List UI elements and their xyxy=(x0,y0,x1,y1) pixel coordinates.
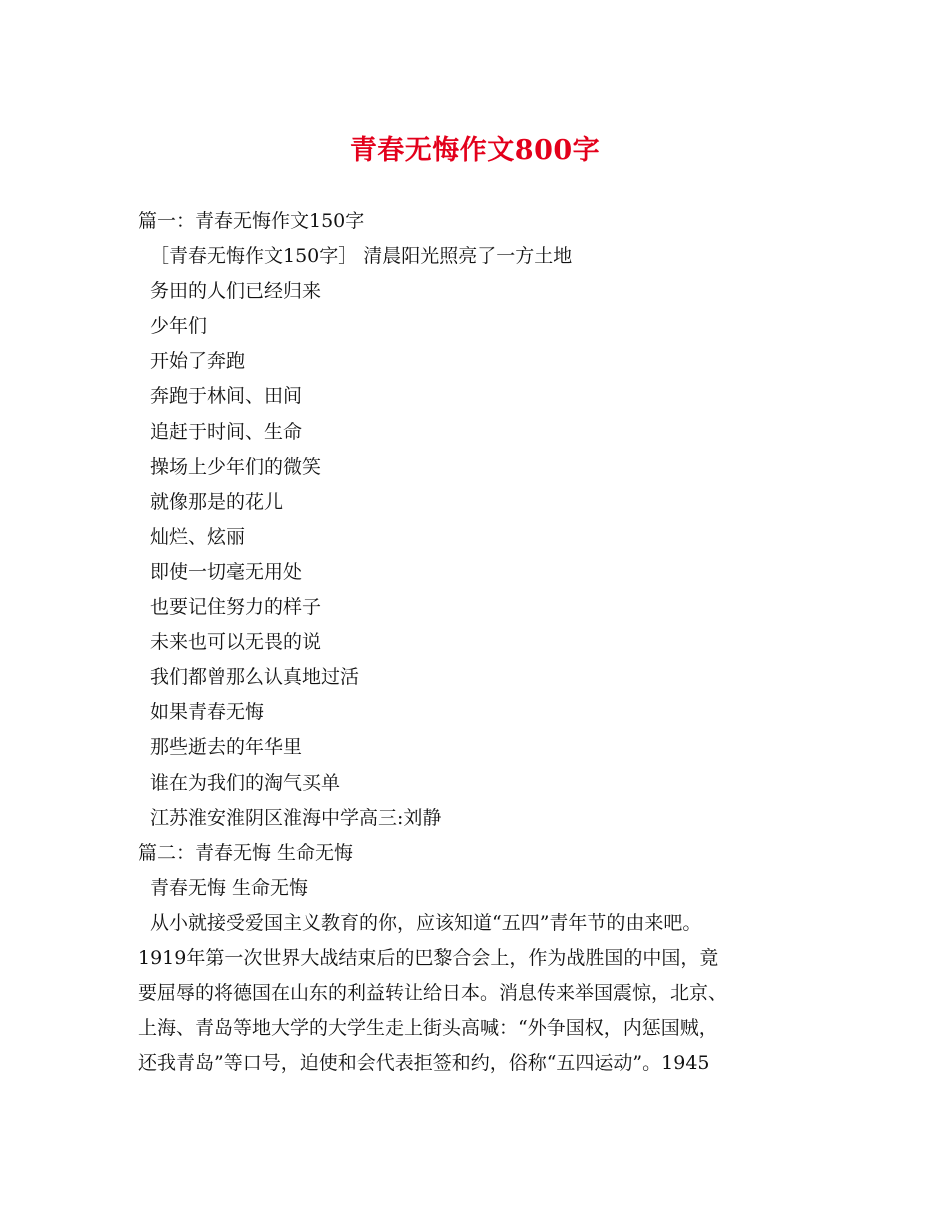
poem-line: 谁在为我们的淘气买单 xyxy=(150,771,341,794)
document-title: 青春无悔作文800字 xyxy=(349,135,601,166)
paragraph-line: 1919年第一次世界大战结束后的巴黎合会上，作为战胜国的中国，竟 xyxy=(138,946,719,969)
poem-line: 操场上少年们的微笑 xyxy=(150,455,322,478)
section-2-heading: 篇二：青春无悔 生命无悔 xyxy=(138,841,354,864)
poem-line: 灿烂、炫丽 xyxy=(150,525,246,548)
poem-line: 就像那是的花儿 xyxy=(150,490,284,513)
document-body xyxy=(138,204,828,1081)
poem-line: 奔跑于林间、田间 xyxy=(150,385,303,408)
poem-line: 追赶于时间、生命 xyxy=(150,420,303,443)
poem-line: 如果青春无悔 xyxy=(150,701,265,724)
poem-line: 开始了奔跑 xyxy=(150,350,246,373)
section-2-subheading: 青春无悔 生命无悔 xyxy=(150,876,309,899)
section-1-heading: 篇一：青春无悔作文150字 xyxy=(138,210,365,232)
poem-line: 务田的人们已经归来 xyxy=(150,280,322,303)
paragraph-line: 从小就接受爱国主义教育的你，应该知道“五四”青年节的由来吧。 xyxy=(150,911,702,934)
poem-line: 即使一切毫无用处 xyxy=(150,560,303,583)
poem-line: 未来也可以无畏的说 xyxy=(150,631,322,654)
poem-line: 少年们 xyxy=(150,315,208,338)
paragraph-line: 要屈辱的将德国在山东的利益转让给日本。消息传来举国震惊，北京、 xyxy=(138,982,728,1005)
poem-line: 那些逝去的年华里 xyxy=(150,736,303,759)
poem-line: ［青春无悔作文150字］ 清晨阳光照亮了一方土地 xyxy=(150,245,573,268)
poem-author-line: 江苏淮安淮阴区淮海中学高三:刘静 xyxy=(150,806,442,829)
poem-line: 我们都曾那么认真地过活 xyxy=(150,666,360,689)
paragraph-line: 还我青岛”等口号，迫使和会代表拒签和约，俗称“五四运动”。1945 xyxy=(138,1052,710,1075)
paragraph-line: 上海、青岛等地大学的大学生走上街头高喊：“外争国权，内惩国贼， xyxy=(138,1017,718,1040)
poem-line: 也要记住努力的样子 xyxy=(150,596,322,619)
